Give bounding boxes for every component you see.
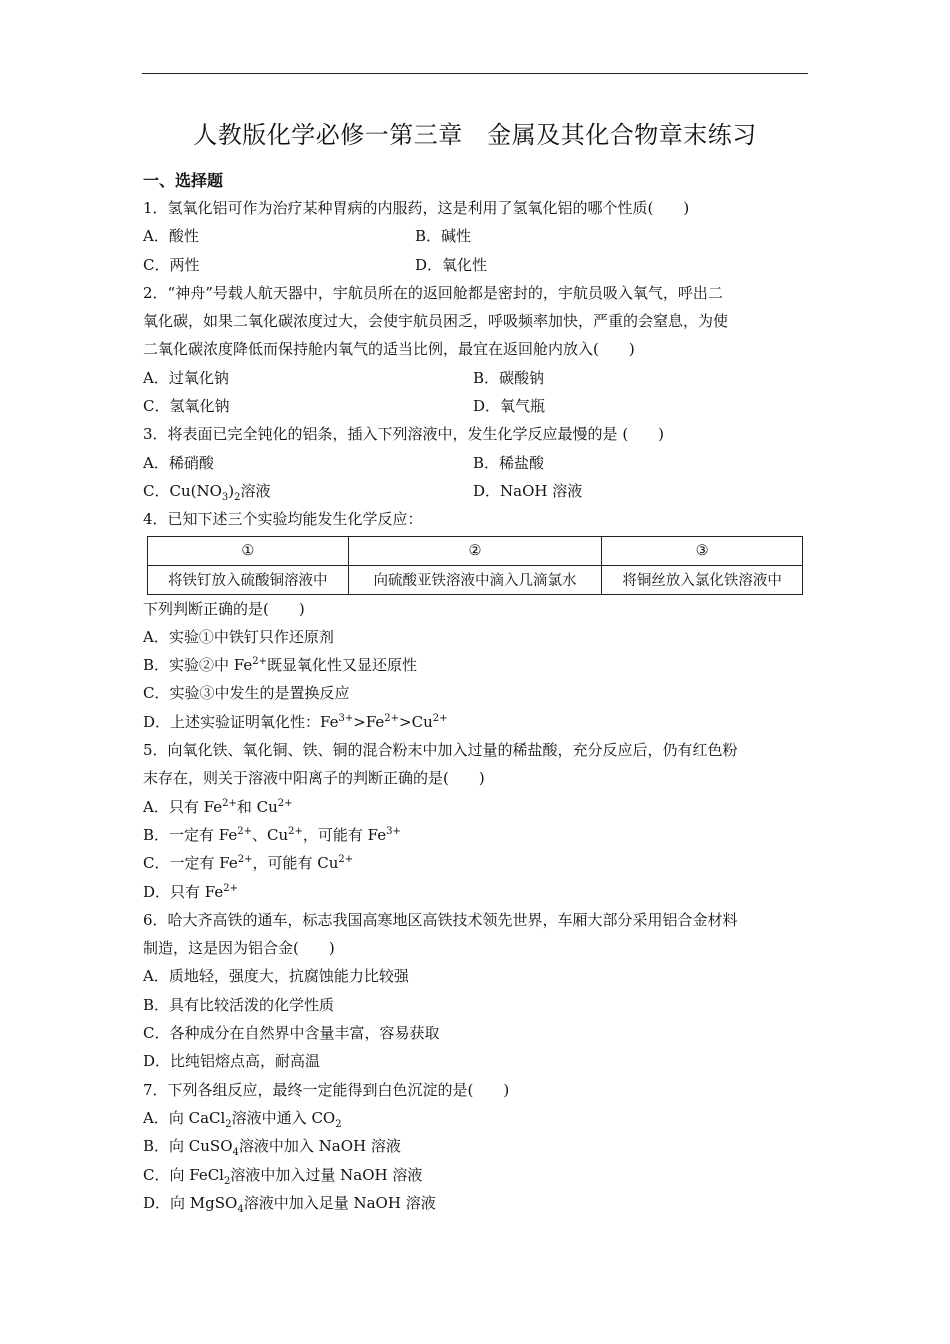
option-c-text: 溶液 <box>240 481 271 500</box>
option-c: C．两性 <box>143 255 200 274</box>
subscript: 4 <box>237 1203 244 1215</box>
question-6-stem-line-2: 制造，这是因为铝合金( ) <box>143 939 335 958</box>
subscript: 2 <box>225 1118 232 1130</box>
superscript: 2+ <box>237 854 253 866</box>
option-c: C．实验③中发生的是置换反应 <box>143 684 350 703</box>
option-a: A．酸性 <box>143 227 199 246</box>
question-4-prompt: 下列判断正确的是( ) <box>143 599 305 618</box>
question-5-stem-line-1: 5．向氧化铁、氧化铜、铁、铜的混合粉末中加入过量的稀盐酸，充分反应后，仍有红色粉 <box>143 741 738 760</box>
option-b: B．稀盐酸 <box>473 453 545 472</box>
option-a <box>143 1104 811 1132</box>
question-2-options-row-1 <box>143 364 811 392</box>
exercise-content <box>143 168 811 1217</box>
question-3-options-row-2 <box>143 477 811 505</box>
option-b <box>143 1132 811 1160</box>
option-d: D．比纯铝熔点高，耐高温 <box>143 1052 321 1071</box>
superscript: 2+ <box>237 825 253 837</box>
superscript: 2+ <box>288 825 303 837</box>
option-a: A．实验①中铁钉只作还原剂 <box>143 627 334 646</box>
table-header-cell: ① <box>148 536 349 565</box>
option-a-text: A．只有 Fe <box>143 797 223 816</box>
section-heading: 一、选择题 <box>143 171 224 190</box>
subscript: 2 <box>335 1118 342 1130</box>
superscript: 2+ <box>223 882 239 894</box>
question-7-stem: 7．下列各组反应，最终一定能得到白色沉淀的是( ) <box>143 1080 510 1099</box>
superscript: 2+ <box>384 712 400 724</box>
option-c-text: C．向 FeCl <box>143 1165 224 1184</box>
table-header-cell: ③ <box>602 536 803 565</box>
question-2-options-row-2 <box>143 392 811 420</box>
option-a: A．过氧化钠 <box>143 368 229 387</box>
superscript: 3+ <box>338 712 354 724</box>
experiment-table <box>147 536 803 595</box>
option-c-text: C．Cu(NO <box>143 481 222 500</box>
question-2-stem-line-2: 氧化碳，如果二氧化碳浓度过大，会使宇航员困乏，呼吸频率加快，严重的会窒息，为使 <box>143 312 729 331</box>
question-4-stem: 4．已知下述三个实验均能发生化学反应： <box>143 510 423 529</box>
question-3-options-row-1 <box>143 449 811 477</box>
option-c <box>143 477 473 505</box>
option-a: A．质地轻，强度大，抗腐蚀能力比较强 <box>143 967 409 986</box>
option-c-text: ，可能有 Cu <box>252 854 339 873</box>
option-d <box>143 1189 811 1217</box>
option-a: A．稀硝酸 <box>143 453 214 472</box>
superscript: 3+ <box>386 825 401 837</box>
question-6-stem-line-1: 6．哈大齐高铁的通车，标志我国高寒地区高铁技术领先世界，车厢大部分采用铝合金材料 <box>143 910 738 929</box>
option-d: D．氧化性 <box>415 255 488 274</box>
option-d: D．氧气瓶 <box>473 397 546 416</box>
option-b-text: B．向 CuSO <box>143 1137 233 1156</box>
option-a-text: 和 Cu <box>236 797 278 816</box>
subscript: 2 <box>234 491 241 503</box>
option-a <box>143 793 811 821</box>
option-b-text: B．实验②中 Fe <box>143 656 253 675</box>
option-c-text: C．一定有 Fe <box>143 854 238 873</box>
table-cell: 将铁钉放入硫酸铜溶液中 <box>148 565 349 594</box>
table-header-cell: ② <box>348 536 602 565</box>
option-d <box>143 708 811 736</box>
superscript: 2+ <box>338 854 354 866</box>
superscript: 2+ <box>277 797 293 809</box>
option-d-text: D．上述实验证明氧化性：Fe <box>143 712 339 731</box>
option-d-text: D．只有 Fe <box>143 882 224 901</box>
table-header-row <box>148 536 803 565</box>
option-c <box>143 849 811 877</box>
page-title: 人教版化学必修一第三章 金属及其化合物章末练习 <box>193 121 757 149</box>
option-b-text: 溶液中加入 NaOH 溶液 <box>238 1137 401 1156</box>
option-d <box>143 878 811 906</box>
option-a-text: A．向 CaCl <box>143 1108 226 1127</box>
superscript: 2+ <box>252 656 268 668</box>
option-d: D．NaOH 溶液 <box>473 481 583 500</box>
table-cell: 向硫酸亚铁溶液中滴入几滴氯水 <box>348 565 602 594</box>
question-5-stem-line-2: 末存在，则关于溶液中阳离子的判断正确的是( ) <box>143 769 485 788</box>
option-b-text: 、Cu <box>252 825 289 844</box>
option-b-text: ，可能有 Fe <box>302 825 387 844</box>
option-b: B．具有比较活泼的化学性质 <box>143 995 335 1014</box>
question-2-stem-line-3: 二氧化碳浓度降低而保持舱内氧气的适当比例，最宜在返回舱内放入( ) <box>143 340 635 359</box>
question-2-stem-line-1: 2．“神舟”号载人航天器中，宇航员所在的返回舱都是密封的，宇航员吸入氧气，呼出二 <box>143 283 723 302</box>
subscript: 4 <box>232 1147 239 1159</box>
option-b-text: 既显氧化性又显还原性 <box>267 656 418 675</box>
option-d-text: >Fe <box>353 712 385 731</box>
question-1-options-row-2 <box>143 251 811 279</box>
question-3-stem: 3．将表面已完全钝化的铝条，插入下列溶液中，发生化学反应最慢的是 ( ) <box>143 425 665 444</box>
header-rule <box>142 73 808 74</box>
option-c: C．各种成分在自然界中含量丰富，容易获取 <box>143 1024 440 1043</box>
option-c-text: 溶液中加入过量 NaOH 溶液 <box>230 1165 423 1184</box>
question-1-stem: 1．氢氧化铝可作为治疗某种胃病的内服药，这是利用了氢氧化铝的哪个性质( ) <box>143 199 690 217</box>
option-d-text: D．向 MgSO <box>143 1193 238 1212</box>
table-cell: 将铜丝放入氯化铁溶液中 <box>602 565 803 594</box>
option-b: B．碳酸钠 <box>473 368 545 387</box>
option-c <box>143 1161 811 1189</box>
option-b <box>143 651 811 679</box>
option-c: C．氢氧化钠 <box>143 397 230 416</box>
option-b: B．碱性 <box>415 227 472 246</box>
subscript: 3 <box>221 491 229 503</box>
superscript: 2+ <box>432 712 448 724</box>
table-row <box>148 565 803 594</box>
superscript: 2+ <box>222 797 237 809</box>
option-d-text: >Cu <box>399 712 433 731</box>
option-a-text: 溶液中通入 CO <box>231 1108 336 1127</box>
option-b <box>143 821 811 849</box>
subscript: 2 <box>223 1175 231 1187</box>
option-c-text: ) <box>228 481 235 500</box>
option-b-text: B．一定有 Fe <box>143 825 238 844</box>
option-d-text: 溶液中加入足量 NaOH 溶液 <box>243 1193 436 1212</box>
question-1-options-row-1 <box>143 222 811 250</box>
